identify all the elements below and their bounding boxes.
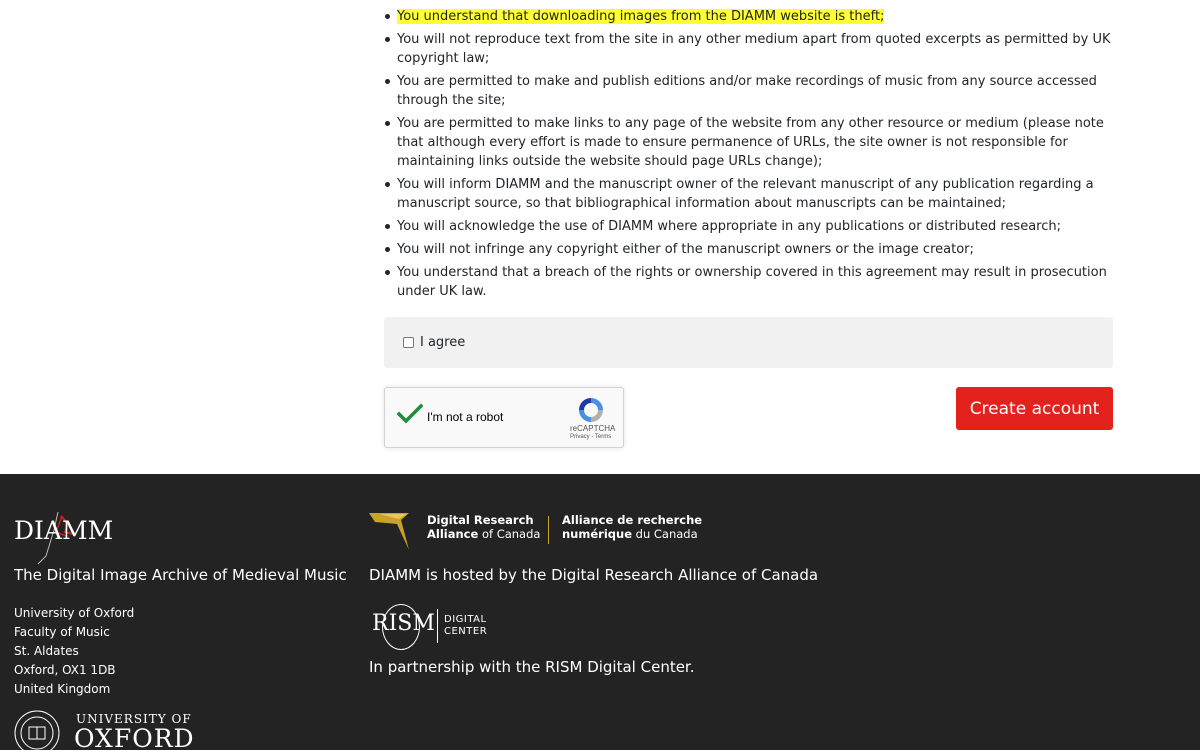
recaptcha-label: I'm not a robot <box>427 410 504 424</box>
terms-item <box>384 217 1116 236</box>
terms-item-text: You understand that a breach of the rights or ownership covered in this agreement may result in prosecution under UK law. <box>397 265 1107 299</box>
terms-item-text: You will not infringe any copyright either of the manuscript owners or the image creator; <box>397 242 974 257</box>
rism-sub-line2: CENTER <box>444 626 488 637</box>
hosted-text: DIAMM is hosted by the Digital Research Alliance of Canada <box>369 566 819 584</box>
dra-fr-line2-rest: du Canada <box>632 527 698 541</box>
diamm-logo[interactable] <box>14 510 124 566</box>
address-line: United Kingdom <box>14 682 111 696</box>
terms-item-text: You will not reproduce text from the site in any other medium apart from quoted excerpts as permitted by UK copyright law; <box>397 32 1111 66</box>
dra-en-line2-bold: Alliance <box>427 527 479 541</box>
dra-en-line2-rest: of Canada <box>478 527 541 541</box>
dra-fr-line1: Alliance de recherche <box>562 513 703 527</box>
recaptcha-brand: reCAPTCHA <box>570 424 616 433</box>
diamm-tagline: The Digital Image Archive of Medieval Music <box>14 566 347 584</box>
address-line: University of Oxford <box>14 606 135 620</box>
dra-separator <box>548 516 549 544</box>
diamm-wordmark: DIAMM <box>14 516 114 545</box>
dra-fr-line2-bold: numérique <box>562 527 632 541</box>
terms-item <box>384 30 1116 68</box>
oxford-line1: UNIVERSITY OF <box>76 712 192 726</box>
agree-box <box>384 317 1113 368</box>
address-line: Oxford, OX1 1DB <box>14 663 116 677</box>
partnership-text: In partnership with the RISM Digital Center. <box>369 658 695 676</box>
terms-item-text: You are permitted to make and publish editions and/or make recordings of music from any source accessed through the site; <box>397 74 1097 108</box>
rism-wordmark: RISM <box>372 611 435 636</box>
terms-item-text: You understand that downloading images from the DIAMM website is theft; <box>397 9 885 24</box>
rism-logo[interactable] <box>372 603 502 653</box>
footer <box>0 474 1200 753</box>
terms-item-text: You will inform DIAMM and the manuscript owner of the relevant manuscript of any publication regarding a manuscript source, so that bibliographical information about manuscripts can be maintained; <box>397 177 1094 211</box>
agree-label[interactable]: I agree <box>420 335 466 350</box>
terms-item-text: You will acknowledge the use of DIAMM where appropriate in any publications or distributed research; <box>397 219 1061 234</box>
recaptcha-logo-icon <box>576 395 606 425</box>
create-account-button[interactable]: Create account <box>956 387 1113 430</box>
agree-checkbox[interactable] <box>403 337 414 348</box>
terms-item-highlighted <box>384 7 1116 26</box>
terms-item <box>384 240 1116 259</box>
terms-item-text: You are permitted to make links to any page of the website from any other resource or medium (please note that although every effort is made to ensure permanence of URLs, the site owner is not responsible for maintaining links outside the website should page URLs change); <box>397 116 1104 169</box>
digital-research-alliance-logo[interactable] <box>369 510 709 552</box>
oxford-line2: OXFORD <box>74 724 195 753</box>
terms-item <box>384 263 1116 301</box>
rism-sub-line1: DIGITAL <box>444 614 487 625</box>
dra-english <box>427 513 540 541</box>
terms-item <box>384 114 1116 171</box>
dra-mark-icon <box>369 510 413 552</box>
dra-french <box>562 513 702 541</box>
recaptcha-privacy-links[interactable]: Privacy - Terms <box>570 434 612 440</box>
terms-item <box>384 72 1116 110</box>
recaptcha-widget[interactable] <box>384 387 624 448</box>
dra-en-line1: Digital Research <box>427 513 534 527</box>
address-line: St. Aldates <box>14 644 79 658</box>
address-line: Faculty of Music <box>14 625 110 639</box>
oxford-logo[interactable] <box>14 708 214 753</box>
oxford-crest-icon <box>14 710 60 756</box>
rism-separator <box>437 609 438 643</box>
terms-item-text <box>397 0 618 1</box>
checkmark-icon[interactable] <box>397 403 423 425</box>
rism-subtitle <box>444 614 487 638</box>
terms-list <box>384 0 1116 305</box>
address <box>14 604 134 699</box>
terms-item <box>384 175 1116 213</box>
terms-item <box>384 0 1116 3</box>
